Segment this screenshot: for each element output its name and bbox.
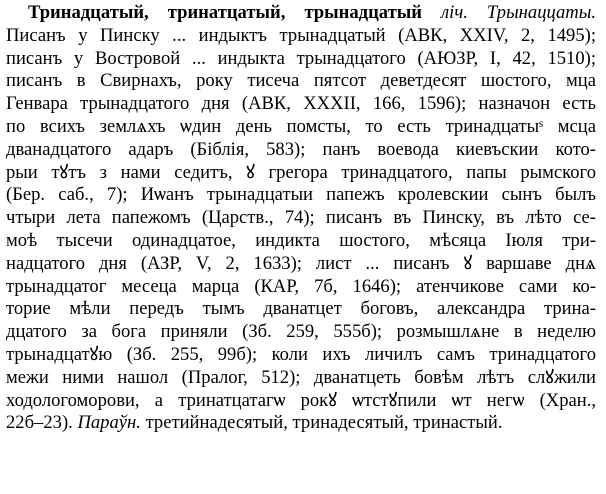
entry-text-line: межи ними нашол (Пралог, 512); дванатцеть бовѣм лѣтъ слꙋжили: [6, 366, 596, 388]
entry-text-line: дцатого за бога приняли (Зб. 259, 555б); розмышлѧне в неделю: [6, 321, 596, 343]
entry-variant: Трынаццаты.: [486, 2, 596, 23]
entry-text-line: чтыри лета папежомъ (Царств., 74); писанъ въ Пинску, въ лѣто се-: [6, 207, 596, 229]
entry-headword: Тринадцатый, тринатцатый, трынадцатый: [28, 2, 422, 23]
entry-text-line: (Бер. саб., 7); Иѡанъ трынадцатыи папежъ кролевскии сынъ былъ: [6, 184, 596, 206]
entry-see-label: Параўн.: [77, 412, 141, 434]
entry-text-line: торие мѣли передъ тымъ дванатцет боговъ, александра трина-: [6, 298, 596, 320]
entry-line-1: [6, 2, 596, 25]
dictionary-entry: [6, 2, 596, 435]
entry-last-line: [6, 412, 596, 435]
entry-text-line: Генвара трынадцатого дня (АВК, XXXII, 166, 1596); назначон есть: [6, 93, 596, 115]
entry-grammar: лiч.: [441, 2, 468, 23]
entry-text-line: моѣ тысечи одинадцатое, индикта шостого, мѣсяца Iюля три-: [6, 229, 596, 251]
entry-text-line: ходологоморови, а тринатцатагѡ рокꙋ ѡтстꙋпили ѡт негѡ (Хран.,: [6, 389, 596, 411]
entry-text-line: по всихъ землѧхъ ѡдин день помсты, то есть тринадцатыˢ мсца: [6, 115, 596, 137]
entry-text-line: писанъ у Востровой ... индыкта трынадцатого (АЮЗР, I, 42, 1510);: [6, 47, 596, 69]
entry-text-line: 22б–23).: [6, 412, 73, 434]
entry-text-line: трынадцатꙋю (Зб. 255, 99б); коли ихъ личилъ самъ тринадцатого: [6, 343, 596, 365]
entry-text-line: рыи тꙋтъ з нами седитъ, ꙋ грегора тринадцатого, папы рымского: [6, 161, 596, 183]
entry-text-line: дванадцатого адаръ (Бiблiя, 583); панъ воевода киевъскии кото-: [6, 138, 596, 160]
entry-text-line: надцатого дня (АЗР, V, 2, 1633); лист ... писанъ ꙋ варшаве днѧ: [6, 252, 596, 274]
entry-text-line: писанъ в Свирнахъ, року тисеча пятсот деветдесят шостого, мца: [6, 70, 596, 92]
entry-text-line: трынадцатог месеца марца (КАР, 7б, 1646); атенчикове сами ко-: [6, 275, 596, 297]
entry-see-text: третийнадесятый, тринадесятый, тринастый.: [145, 412, 503, 434]
entry-text-line: Писанъ у Пинску ... индыктъ трынадцатый (АВК, XXIV, 2, 1495);: [6, 24, 596, 46]
